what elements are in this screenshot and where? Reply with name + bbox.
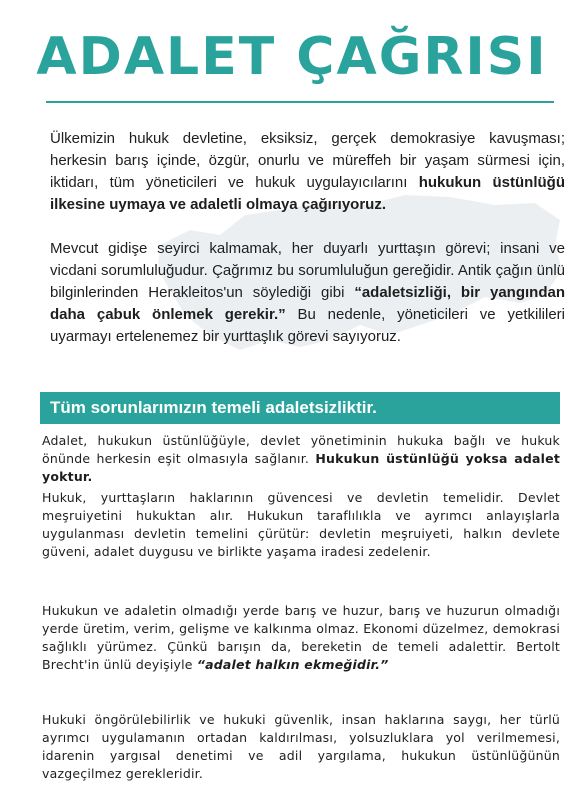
intro-p2-bold: “adaletsizliği, bir yangından daha çabuk önlemek gerekir.” (50, 284, 565, 323)
section-p3-quote: “adalet halkın ekmeğidir.” (196, 657, 389, 672)
title-divider (46, 101, 554, 103)
page-title: ADALET ÇAĞRISI (36, 27, 548, 87)
intro-p1-text: Ülkemizin hukuk devletine, eksiksiz, gerçek demokrasiye kavuşması; herkesin barış içinde, özgür, onurlu ve müreffeh bir yaşam sürmesi için, iktidarı, tüm yöneticileri ve hukuk uygulayıcılarını (50, 130, 565, 191)
intro-p2-text: Mevcut gidişe seyirci kalmamak, her duyarlı yurttaşın görevi; insani ve vicdani sorumluluğudur. Çağrımız bu sorumluluğun gereğidir. Antik çağın ünlü bilginlerinden Herakleitos'un söylediği gibi (50, 240, 565, 301)
section-paragraph-2 (42, 489, 560, 561)
section-heading: Tüm sorunlarımızın temeli adaletsizliktir. (40, 392, 560, 424)
intro-p2-tail: Bu nedenle, yöneticileri ve yetkilileri uyarmayı ertelenemez bir yurttaşlık görevi sayıyoruz. (50, 306, 566, 345)
intro-paragraph-1 (50, 128, 565, 216)
section-p1-bold: Hukukun üstünlüğü yoksa adalet yoktur. (42, 451, 560, 484)
section-paragraph-4 (42, 711, 560, 783)
section-p1-text: Adalet, hukukun üstünlüğüyle, devlet yönetiminin hukuka bağlı ve hukuk önünde herkesin eşit olmasıyla sağlanır. (42, 433, 560, 466)
section-p4-text: Hukuki öngörülebilirlik ve hukuki güvenlik, insan haklarına saygı, her türlü ayrımcı uygulamanın ortadan kaldırılması, yolsuzluklara yol verilmemesi, idarenin yargısal denetimi ve adil yargılama, hukukun üstünlüğünün vazgeçilmez gerekleridir. (42, 712, 560, 781)
intro-p1-bold: hukukun üstünlüğü ilkesine uymaya ve adaletli olmaya çağırıyoruz. (50, 174, 565, 213)
section-paragraph-1 (42, 432, 560, 486)
section-paragraph-3 (42, 602, 560, 674)
intro-paragraph-2 (50, 238, 565, 348)
section-p2-text: Hukuk, yurttaşların haklarının güvencesi ve devletin temelidir. Devlet meşruiyetini hukuktan alır. Hukukun taraflılıkla ve ayrımcı anlayışlarla uygulanması devletin temelini çürütür: devletin meşruiyeti, halkın devlete güveni, adalet duygusu ve birlikte yaşama iradesi zedelenir. (42, 490, 560, 559)
section-p3-text: Hukukun ve adaletin olmadığı yerde barış ve huzur, barış ve huzurun olmadığı yerde üretim, verim, gelişme ve kalkınma olmaz. Ekonomi düzelmez, demokrasi sağlıklı yürümez. Çünkü barışın da, bereketin de temeli adalettir. Bertolt Brecht'in ünlü deyişiyle (42, 603, 560, 672)
